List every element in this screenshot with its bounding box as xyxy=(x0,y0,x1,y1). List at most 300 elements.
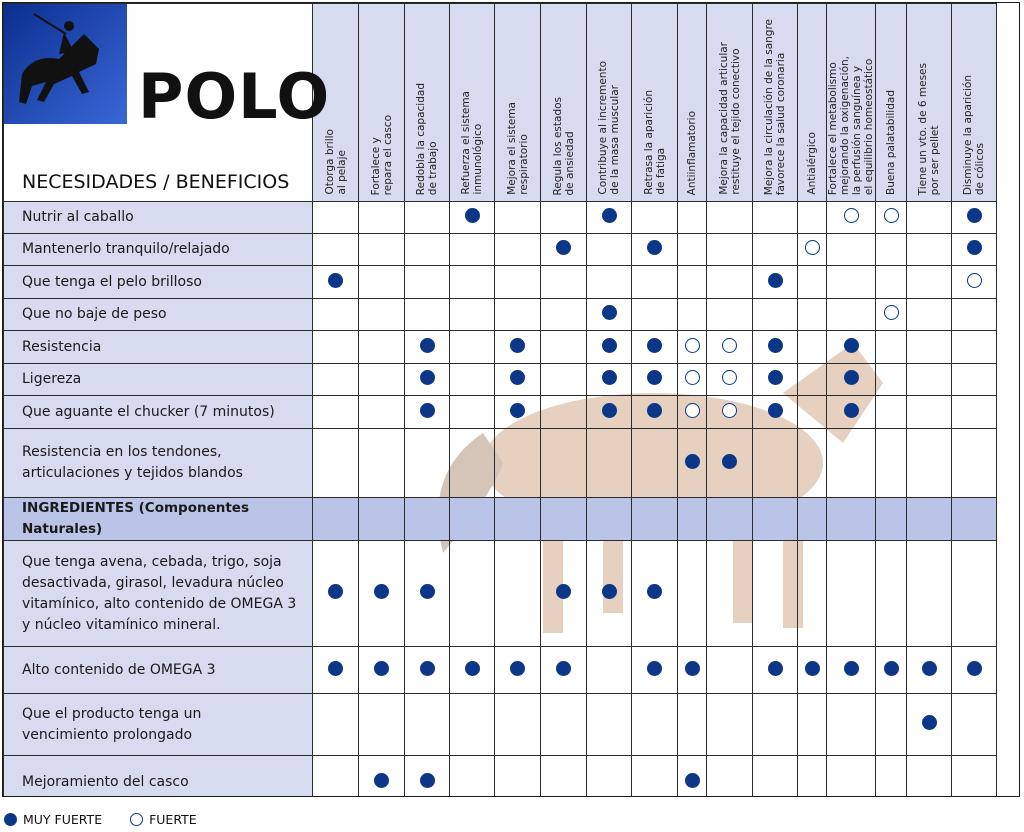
filled-dot-icon xyxy=(420,338,435,353)
legend-medium-label: FUERTE xyxy=(149,812,197,827)
grid-cell xyxy=(753,498,798,541)
grid-cell xyxy=(541,331,587,364)
grid-cell xyxy=(876,202,907,234)
grid-cell xyxy=(753,396,798,429)
grid-cell xyxy=(876,429,907,498)
grid-cell xyxy=(541,498,587,541)
filled-dot-icon xyxy=(510,661,525,676)
grid-cell xyxy=(876,756,907,798)
grid-cell xyxy=(405,331,450,364)
grid-cell xyxy=(541,299,587,331)
grid-cell xyxy=(313,331,359,364)
grid-cell xyxy=(405,234,450,266)
filled-dot-icon xyxy=(556,661,571,676)
row-label: Mantenerlo tranquilo/relajado xyxy=(4,234,313,266)
column-header-label: Antiinflamatorio xyxy=(686,110,698,195)
filled-dot-icon xyxy=(602,370,617,385)
row-label: Que aguante el chucker (7 minutos) xyxy=(4,396,313,429)
grid-cell xyxy=(313,266,359,299)
column-header-label: Refuerza el sistema inmunológico xyxy=(460,91,484,195)
grid-cell xyxy=(632,202,678,234)
grid-cell xyxy=(405,756,450,798)
hollow-dot-icon xyxy=(685,403,700,418)
brand-title: POLO xyxy=(138,60,331,133)
grid-cell xyxy=(827,202,876,234)
filled-dot-icon xyxy=(4,813,17,826)
hollow-dot-icon xyxy=(685,370,700,385)
grid-cell xyxy=(753,364,798,396)
filled-dot-icon xyxy=(844,338,859,353)
grid-cell xyxy=(798,541,827,647)
grid-cell xyxy=(678,694,707,756)
grid-cell xyxy=(587,694,632,756)
filled-dot-icon xyxy=(768,403,783,418)
grid-cell xyxy=(495,498,541,541)
grid-cell xyxy=(827,647,876,694)
grid-cell xyxy=(753,299,798,331)
grid-cell xyxy=(753,756,798,798)
column-header-label: Redobla la capacidad de trabajo xyxy=(415,82,439,195)
grid-cell xyxy=(359,396,405,429)
grid-cell xyxy=(907,364,952,396)
filled-dot-icon xyxy=(420,661,435,676)
grid-cell xyxy=(827,364,876,396)
grid-cell xyxy=(450,364,495,396)
grid-cell xyxy=(707,647,753,694)
grid-cell xyxy=(798,756,827,798)
grid-cell xyxy=(798,234,827,266)
filled-dot-icon xyxy=(420,370,435,385)
hollow-dot-icon xyxy=(130,813,143,826)
grid-cell xyxy=(952,331,997,364)
grid-cell xyxy=(450,541,495,647)
hollow-dot-icon xyxy=(722,403,737,418)
grid-cell xyxy=(678,647,707,694)
filled-dot-icon xyxy=(328,584,343,599)
grid-cell xyxy=(632,364,678,396)
grid-cell xyxy=(798,364,827,396)
grid-cell xyxy=(587,541,632,647)
grid-cell xyxy=(632,498,678,541)
grid-cell xyxy=(827,756,876,798)
grid-cell xyxy=(876,647,907,694)
table-row xyxy=(4,202,997,234)
grid-cell xyxy=(952,266,997,299)
filled-dot-icon xyxy=(922,661,937,676)
filled-dot-icon xyxy=(685,773,700,788)
grid-cell xyxy=(952,299,997,331)
table-row xyxy=(4,694,997,756)
grid-cell xyxy=(678,429,707,498)
grid-cell xyxy=(632,331,678,364)
grid-cell xyxy=(495,266,541,299)
grid-cell xyxy=(876,541,907,647)
grid-cell xyxy=(313,541,359,647)
grid-cell xyxy=(359,299,405,331)
grid-cell xyxy=(450,756,495,798)
grid-cell xyxy=(678,331,707,364)
grid-cell xyxy=(632,429,678,498)
grid-cell xyxy=(405,364,450,396)
grid-cell xyxy=(798,266,827,299)
grid-cell xyxy=(907,299,952,331)
column-header xyxy=(678,4,707,202)
table-row xyxy=(4,429,997,498)
grid-cell xyxy=(907,541,952,647)
filled-dot-icon xyxy=(967,661,982,676)
grid-cell xyxy=(450,647,495,694)
grid-cell xyxy=(313,364,359,396)
column-header xyxy=(405,4,450,202)
filled-dot-icon xyxy=(465,208,480,223)
grid-cell xyxy=(952,541,997,647)
grid-cell xyxy=(952,429,997,498)
grid-cell xyxy=(952,364,997,396)
grid-cell xyxy=(707,756,753,798)
grid-cell xyxy=(707,694,753,756)
grid-cell xyxy=(632,694,678,756)
grid-cell xyxy=(876,364,907,396)
table-row xyxy=(4,266,997,299)
grid-cell xyxy=(405,299,450,331)
grid-cell xyxy=(541,429,587,498)
grid-cell xyxy=(450,266,495,299)
grid-cell xyxy=(541,756,587,798)
grid-cell xyxy=(359,694,405,756)
grid-cell xyxy=(753,429,798,498)
grid-cell xyxy=(313,234,359,266)
grid-cell xyxy=(707,331,753,364)
grid-cell xyxy=(952,234,997,266)
grid-cell xyxy=(405,429,450,498)
filled-dot-icon xyxy=(510,370,525,385)
filled-dot-icon xyxy=(768,273,783,288)
row-label: Que tenga el pelo brilloso xyxy=(4,266,313,299)
legend xyxy=(4,812,225,827)
filled-dot-icon xyxy=(844,403,859,418)
grid-cell xyxy=(827,266,876,299)
grid-cell xyxy=(359,364,405,396)
filled-dot-icon xyxy=(647,338,662,353)
grid-cell xyxy=(753,694,798,756)
grid-cell xyxy=(359,498,405,541)
grid-cell xyxy=(495,364,541,396)
grid-cell xyxy=(450,331,495,364)
grid-cell xyxy=(450,234,495,266)
grid-cell xyxy=(907,429,952,498)
grid-cell xyxy=(907,694,952,756)
grid-cell xyxy=(313,498,359,541)
grid-cell xyxy=(313,647,359,694)
column-header-label: Antialérgico xyxy=(806,132,818,195)
grid-cell xyxy=(313,429,359,498)
grid-cell xyxy=(753,541,798,647)
grid-cell xyxy=(753,331,798,364)
filled-dot-icon xyxy=(844,370,859,385)
grid-cell xyxy=(798,694,827,756)
grid-cell xyxy=(753,266,798,299)
grid-cell xyxy=(907,756,952,798)
hollow-dot-icon xyxy=(884,208,899,223)
header-row xyxy=(4,4,997,202)
table-row xyxy=(4,299,997,331)
grid-cell xyxy=(587,266,632,299)
grid-cell xyxy=(541,266,587,299)
grid-cell xyxy=(707,429,753,498)
grid-cell xyxy=(827,299,876,331)
grid-cell xyxy=(876,498,907,541)
hollow-dot-icon xyxy=(844,208,859,223)
column-header-label: Buena palatabilidad xyxy=(885,90,897,195)
grid-cell xyxy=(495,647,541,694)
grid-cell xyxy=(952,694,997,756)
grid-cell xyxy=(541,202,587,234)
column-header-label: Tiene un vto. de 6 meses por ser pellet xyxy=(917,62,941,195)
grid-cell xyxy=(952,647,997,694)
grid-cell xyxy=(359,756,405,798)
legend-medium xyxy=(130,812,197,827)
filled-dot-icon xyxy=(328,273,343,288)
grid-cell xyxy=(798,429,827,498)
grid-cell xyxy=(587,647,632,694)
grid-cell xyxy=(876,694,907,756)
grid-cell xyxy=(678,756,707,798)
grid-cell xyxy=(798,299,827,331)
table-row xyxy=(4,364,997,396)
grid-cell xyxy=(541,694,587,756)
grid-cell xyxy=(707,396,753,429)
column-header-label: Mejora la circulación de la sangre favorece la salud coronaria xyxy=(763,18,787,195)
grid-cell xyxy=(632,299,678,331)
grid-cell xyxy=(405,266,450,299)
filled-dot-icon xyxy=(647,661,662,676)
grid-cell xyxy=(450,429,495,498)
filled-dot-icon xyxy=(420,773,435,788)
filled-dot-icon xyxy=(602,338,617,353)
grid-cell xyxy=(495,234,541,266)
grid-cell xyxy=(907,234,952,266)
grid-cell xyxy=(827,396,876,429)
filled-dot-icon xyxy=(556,240,571,255)
filled-dot-icon xyxy=(884,661,899,676)
row-label: Resistencia xyxy=(4,331,313,364)
grid-cell xyxy=(798,396,827,429)
row-label: Nutrir al caballo xyxy=(4,202,313,234)
grid-cell xyxy=(827,498,876,541)
grid-cell xyxy=(587,396,632,429)
grid-cell xyxy=(495,299,541,331)
filled-dot-icon xyxy=(465,661,480,676)
row-label: Alto contenido de OMEGA 3 xyxy=(4,647,313,694)
grid-cell xyxy=(495,756,541,798)
polo-player-logo-icon xyxy=(4,4,127,124)
grid-cell xyxy=(450,299,495,331)
grid-cell xyxy=(541,541,587,647)
column-header xyxy=(450,4,495,202)
filled-dot-icon xyxy=(805,661,820,676)
hollow-dot-icon xyxy=(722,338,737,353)
table-row xyxy=(4,541,997,647)
grid-cell xyxy=(587,429,632,498)
grid-cell xyxy=(405,396,450,429)
grid-cell xyxy=(313,299,359,331)
grid-cell xyxy=(450,498,495,541)
grid-cell xyxy=(707,299,753,331)
legend-strong-label: MUY FUERTE xyxy=(23,812,103,827)
grid-cell xyxy=(907,266,952,299)
grid-cell xyxy=(495,429,541,498)
grid-cell xyxy=(587,498,632,541)
grid-cell xyxy=(405,202,450,234)
row-label: Que el producto tenga un vencimiento prolongado xyxy=(4,694,313,756)
filled-dot-icon xyxy=(510,338,525,353)
ingredients-header-row xyxy=(4,498,997,541)
table-row xyxy=(4,647,997,694)
filled-dot-icon xyxy=(967,208,982,223)
grid-cell xyxy=(827,541,876,647)
grid-cell xyxy=(678,498,707,541)
grid-cell xyxy=(907,498,952,541)
column-header xyxy=(495,4,541,202)
grid-cell xyxy=(678,266,707,299)
grid-cell xyxy=(798,202,827,234)
column-header xyxy=(952,4,997,202)
grid-cell xyxy=(587,364,632,396)
grid-cell xyxy=(798,331,827,364)
grid-cell xyxy=(359,202,405,234)
grid-cell xyxy=(405,694,450,756)
grid-cell xyxy=(827,331,876,364)
grid-cell xyxy=(495,541,541,647)
filled-dot-icon xyxy=(647,403,662,418)
grid-cell xyxy=(707,266,753,299)
hollow-dot-icon xyxy=(805,240,820,255)
column-header xyxy=(587,4,632,202)
grid-cell xyxy=(405,647,450,694)
grid-cell xyxy=(753,202,798,234)
grid-cell xyxy=(678,396,707,429)
grid-cell xyxy=(405,498,450,541)
grid-cell xyxy=(632,396,678,429)
grid-cell xyxy=(907,331,952,364)
grid-cell xyxy=(587,202,632,234)
filled-dot-icon xyxy=(374,661,389,676)
grid-cell xyxy=(952,498,997,541)
column-header xyxy=(359,4,405,202)
grid-cell xyxy=(541,647,587,694)
row-label: Ligereza xyxy=(4,364,313,396)
grid-cell xyxy=(495,694,541,756)
grid-cell xyxy=(827,429,876,498)
grid-cell xyxy=(678,299,707,331)
hollow-dot-icon xyxy=(685,338,700,353)
filled-dot-icon xyxy=(374,773,389,788)
column-header-label: Otorga brillo al pelaje xyxy=(323,129,348,195)
grid-cell xyxy=(876,331,907,364)
filled-dot-icon xyxy=(768,338,783,353)
grid-cell xyxy=(495,396,541,429)
grid-cell xyxy=(678,234,707,266)
filled-dot-icon xyxy=(556,584,571,599)
grid-cell xyxy=(707,364,753,396)
filled-dot-icon xyxy=(602,403,617,418)
grid-cell xyxy=(495,202,541,234)
filled-dot-icon xyxy=(647,584,662,599)
column-header-label: Mejora el sistema respiratorio xyxy=(505,102,530,195)
column-header-label: Retrasa la aparición de fatiga xyxy=(642,90,667,195)
grid-cell xyxy=(313,202,359,234)
grid-cell xyxy=(753,234,798,266)
grid-cell xyxy=(678,202,707,234)
column-header-label: Fortalece el metabolismo mejorando la oxigenación, la perfusión sanguínea y el equilibrio homeostático xyxy=(827,55,875,195)
filled-dot-icon xyxy=(922,715,937,730)
grid-cell xyxy=(678,364,707,396)
grid-cell xyxy=(587,234,632,266)
hollow-dot-icon xyxy=(884,305,899,320)
column-header xyxy=(541,4,587,202)
grid-cell xyxy=(707,234,753,266)
filled-dot-icon xyxy=(844,661,859,676)
grid-cell xyxy=(541,364,587,396)
grid-cell xyxy=(707,202,753,234)
column-header-label: Disminuye la aparición de cólicos xyxy=(962,74,986,195)
grid-cell xyxy=(632,266,678,299)
column-header xyxy=(753,4,798,202)
grid-cell xyxy=(541,396,587,429)
column-header xyxy=(907,4,952,202)
grid-cell xyxy=(450,694,495,756)
grid-cell xyxy=(632,541,678,647)
column-header-label: Regula los estados de ansiedad xyxy=(551,96,576,195)
grid-cell xyxy=(541,234,587,266)
column-header xyxy=(798,4,827,202)
filled-dot-icon xyxy=(420,584,435,599)
grid-cell xyxy=(359,266,405,299)
column-header xyxy=(827,4,876,202)
table-row xyxy=(4,756,997,798)
grid-cell xyxy=(632,234,678,266)
grid-cell xyxy=(798,498,827,541)
column-header xyxy=(876,4,907,202)
grid-cell xyxy=(876,234,907,266)
column-header-label: Mejora la capacidad articular restituye el tejido conectivo xyxy=(717,42,742,195)
grid-cell xyxy=(632,647,678,694)
grid-cell xyxy=(359,331,405,364)
column-header xyxy=(632,4,678,202)
grid-cell xyxy=(359,541,405,647)
grid-cell xyxy=(876,299,907,331)
grid-cell xyxy=(313,694,359,756)
filled-dot-icon xyxy=(685,454,700,469)
filled-dot-icon xyxy=(602,305,617,320)
grid-cell xyxy=(827,234,876,266)
filled-dot-icon xyxy=(510,403,525,418)
grid-cell xyxy=(707,498,753,541)
row-label: Que tenga avena, cebada, trigo, soja desactivada, girasol, levadura núcleo vitamínico, alto contenido de OMEGA 3 y núcleo vitamínico mineral. xyxy=(4,541,313,647)
filled-dot-icon xyxy=(328,661,343,676)
header-label: NECESIDADES / BENEFICIOS xyxy=(22,171,290,193)
grid-cell xyxy=(678,541,707,647)
grid-cell xyxy=(313,756,359,798)
grid-cell xyxy=(587,299,632,331)
grid-cell xyxy=(313,396,359,429)
grid-cell xyxy=(450,202,495,234)
column-header-label: Fortalece y repara el casco xyxy=(369,114,394,195)
filled-dot-icon xyxy=(722,454,737,469)
grid-cell xyxy=(907,647,952,694)
benefits-table-frame xyxy=(2,2,1020,797)
grid-cell xyxy=(405,541,450,647)
